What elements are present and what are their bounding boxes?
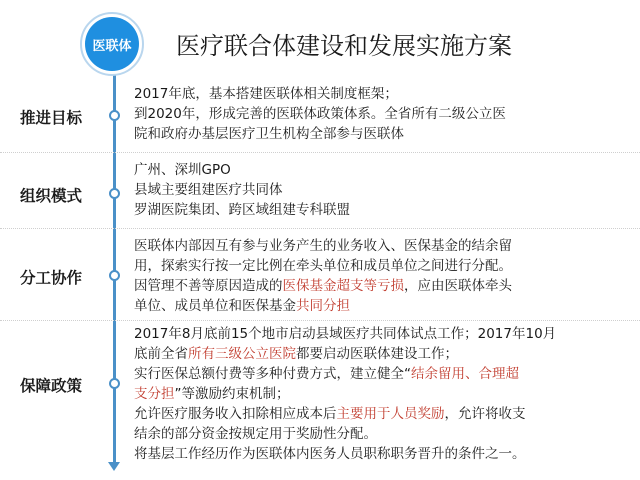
content-text: 因管理不善等原因造成的 <box>134 278 283 294</box>
content-text: 实行医保总额付费等多种付费方式，建立健全“ <box>134 366 411 382</box>
content-text: 医联体内部因互有参与业务产生的业务收入、医保基金的结余留 <box>134 238 512 254</box>
content-text: 都要启动医联体建设工作； <box>296 346 458 362</box>
content-line <box>134 200 624 220</box>
highlight-text: 所有三级公立医院 <box>188 346 296 362</box>
content-text: 2017年8月底前15个地市启动县域医疗共同体试点工作；2017年10月 <box>134 326 557 342</box>
timeline-dot <box>109 270 120 281</box>
badge: 医联体 <box>85 17 139 71</box>
content-line <box>134 104 624 124</box>
timeline-dot <box>109 110 120 121</box>
section-content-collab <box>134 236 624 316</box>
content-line <box>134 160 624 180</box>
highlight-text: 结余留用、合理超 <box>411 366 519 382</box>
content-text: 广州、深圳GPO <box>134 162 231 178</box>
section-label-model: 组织模式 <box>20 187 83 205</box>
content-text: 用，探索实行按一定比例在牵头单位和成员单位之间进行分配。 <box>134 258 512 274</box>
content-line <box>134 424 624 444</box>
content-line <box>134 384 624 404</box>
content-line <box>134 324 624 344</box>
page-title: 医疗联合体建设和发展实施方案 <box>176 32 512 60</box>
content-line <box>134 364 624 384</box>
content-text: 院和政府办基层医疗卫生机构全部参与医联体 <box>134 126 404 142</box>
highlight-text: 支分担 <box>134 386 175 402</box>
section-label-collab: 分工协作 <box>20 269 83 287</box>
content-text: ，允许将收支 <box>444 406 526 422</box>
section-label-policy: 保障政策 <box>20 377 83 395</box>
content-line <box>134 296 624 316</box>
content-text: 单位、成员单位和医保基金 <box>134 298 296 314</box>
timeline-arrow-icon <box>108 462 120 471</box>
section-label-goal: 推进目标 <box>20 109 83 127</box>
content-line <box>134 404 624 424</box>
section-content-model <box>134 160 624 220</box>
content-text: 结余的部分资金按规定用于奖励性分配。 <box>134 426 377 442</box>
timeline-dot <box>109 378 120 389</box>
divider <box>0 152 640 153</box>
content-line <box>134 276 624 296</box>
content-text: 罗湖医院集团、跨区域组建专科联盟 <box>134 202 350 218</box>
content-line <box>134 84 624 104</box>
content-line <box>134 444 624 464</box>
highlight-text: 主要用于人员奖励 <box>336 406 445 422</box>
highlight-text: 共同分担 <box>296 298 350 314</box>
content-text: ”等激励约束机制； <box>174 386 290 402</box>
section-content-policy <box>134 324 624 464</box>
content-text: ，应由医联体牵头 <box>404 278 512 294</box>
content-text: 将基层工作经历作为医联体内医务人员职称职务晋升的条件之一。 <box>134 446 526 462</box>
highlight-text: 医保基金超支等亏损 <box>282 278 404 294</box>
content-text: 底前全省 <box>134 346 188 362</box>
content-line <box>134 180 624 200</box>
timeline-dot <box>109 188 120 199</box>
content-line <box>134 236 624 256</box>
content-text: 允许医疗服务收入扣除相应成本后 <box>134 406 337 422</box>
content-line <box>134 124 624 144</box>
divider <box>0 320 640 321</box>
content-line <box>134 344 624 364</box>
content-text: 2017年底，基本搭建医联体相关制度框架； <box>134 86 398 102</box>
content-text: 到2020年，形成完善的医联体政策体系。全省所有二级公立医 <box>134 106 506 122</box>
section-content-goal <box>134 84 624 144</box>
content-line <box>134 256 624 276</box>
divider <box>0 228 640 229</box>
content-text: 县域主要组建医疗共同体 <box>134 182 283 198</box>
